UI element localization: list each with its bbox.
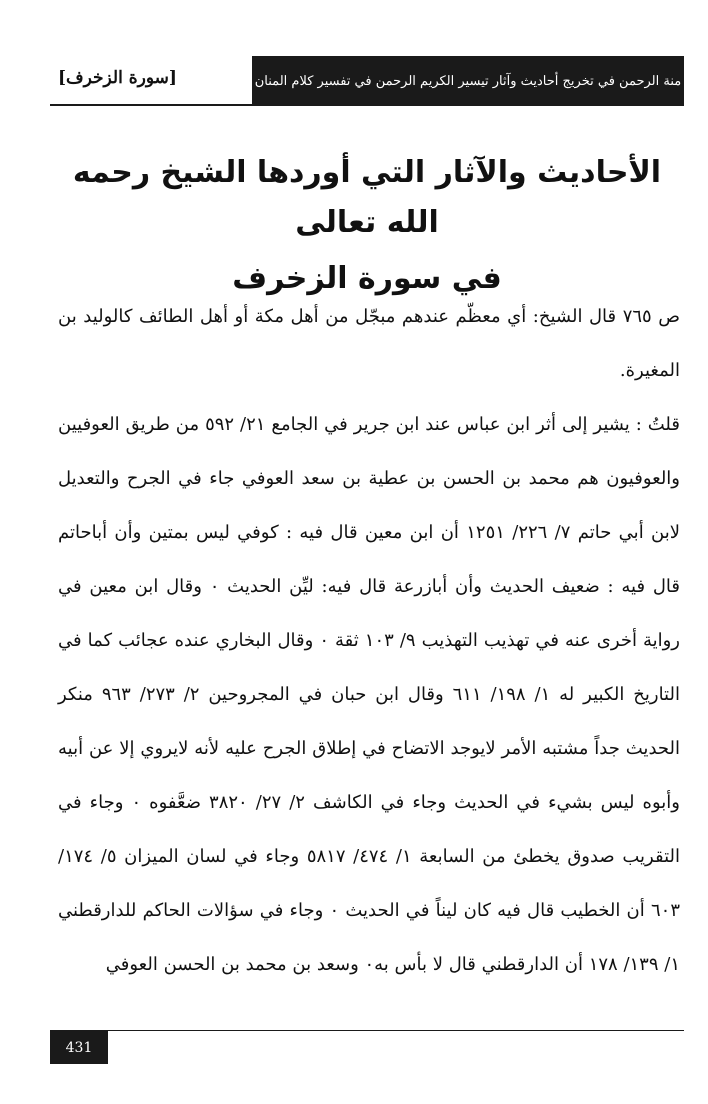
running-title: منة الرحمن في تخريج أحاديث وآثار تيسير الكريم الرحمن في تفسير كلام المنان — [252, 56, 684, 106]
footer-rule — [50, 1030, 684, 1031]
header-rule — [50, 104, 684, 106]
heading-line-2: في سورة الزخرف — [232, 261, 502, 296]
page-number: 431 — [50, 1031, 108, 1064]
heading-line-1: الأحاديث والآثار التي أوردها الشيخ رحمه الله تعالى — [72, 155, 662, 240]
paragraph-1: ص ٧٦٥ قال الشيخ: أي معظّم عندهم مبجّل من أهل مكة أو أهل الطائف كالوليد بن المغيرة. — [58, 306, 680, 381]
page-header — [50, 56, 684, 106]
chapter-heading — [50, 148, 684, 304]
section-label: [سورة الزخرف] — [58, 68, 177, 88]
page-footer — [50, 1030, 684, 1064]
paragraph-2: قلتُ : يشير إلى أثر ابن عباس عند ابن جرير في الجامع ٢١/ ٥٩٢ من طريق العوفيين والعوفيون هم محمد بن الحسن بن عطية بن سعد العوفي جاء في الجرح والتعديل لابن أبي حاتم ٧/ ٢٢٦/ ١٢٥١ أن ابن معين قال فيه : كوفي ليس بمتين وأن أباحاتم قال فيه : ضعيف الحديث وأن أبازرعة قال فيه: ليِّن الحديث ٠ وقال ابن معين في رواية أخرى عنه في تهذيب التهذيب ٩/ ١٠٣ ثقة ٠ وقال البخاري عنده عجائب كما في التاريخ الكبير له ١/ ١٩٨/ ٦١١ وقال ابن حبان في المجروحين ٢/ ٢٧٣/ ٩٦٣ منكر الحديث جداً مشتبه الأمر لايوجد الاتضاح في إطلاق الجرح عليه لأنه لايروي إلا عن أبيه وأبوه ليس بشيء في الحديث وجاء في الكاشف ٢/ ٢٧/ ٣٨٢٠ ضعَّفوه ٠ وجاء في التقريب صدوق يخطئ من السابعة ١/ ٤٧٤/ ٥٨١٧ وجاء في لسان الميزان ٥/ ١٧٤/ ٦٠٣ أن الخطيب قال فيه كان ليناً في الحديث ٠ وجاء في سؤالات الحاكم للدارقطني ١/ ١٣٩/ ١٧٨ أن الدارقطني قال لا بأس به٠ وسعد بن محمد بن الحسن العوفي — [58, 414, 681, 975]
body-text — [58, 290, 680, 992]
